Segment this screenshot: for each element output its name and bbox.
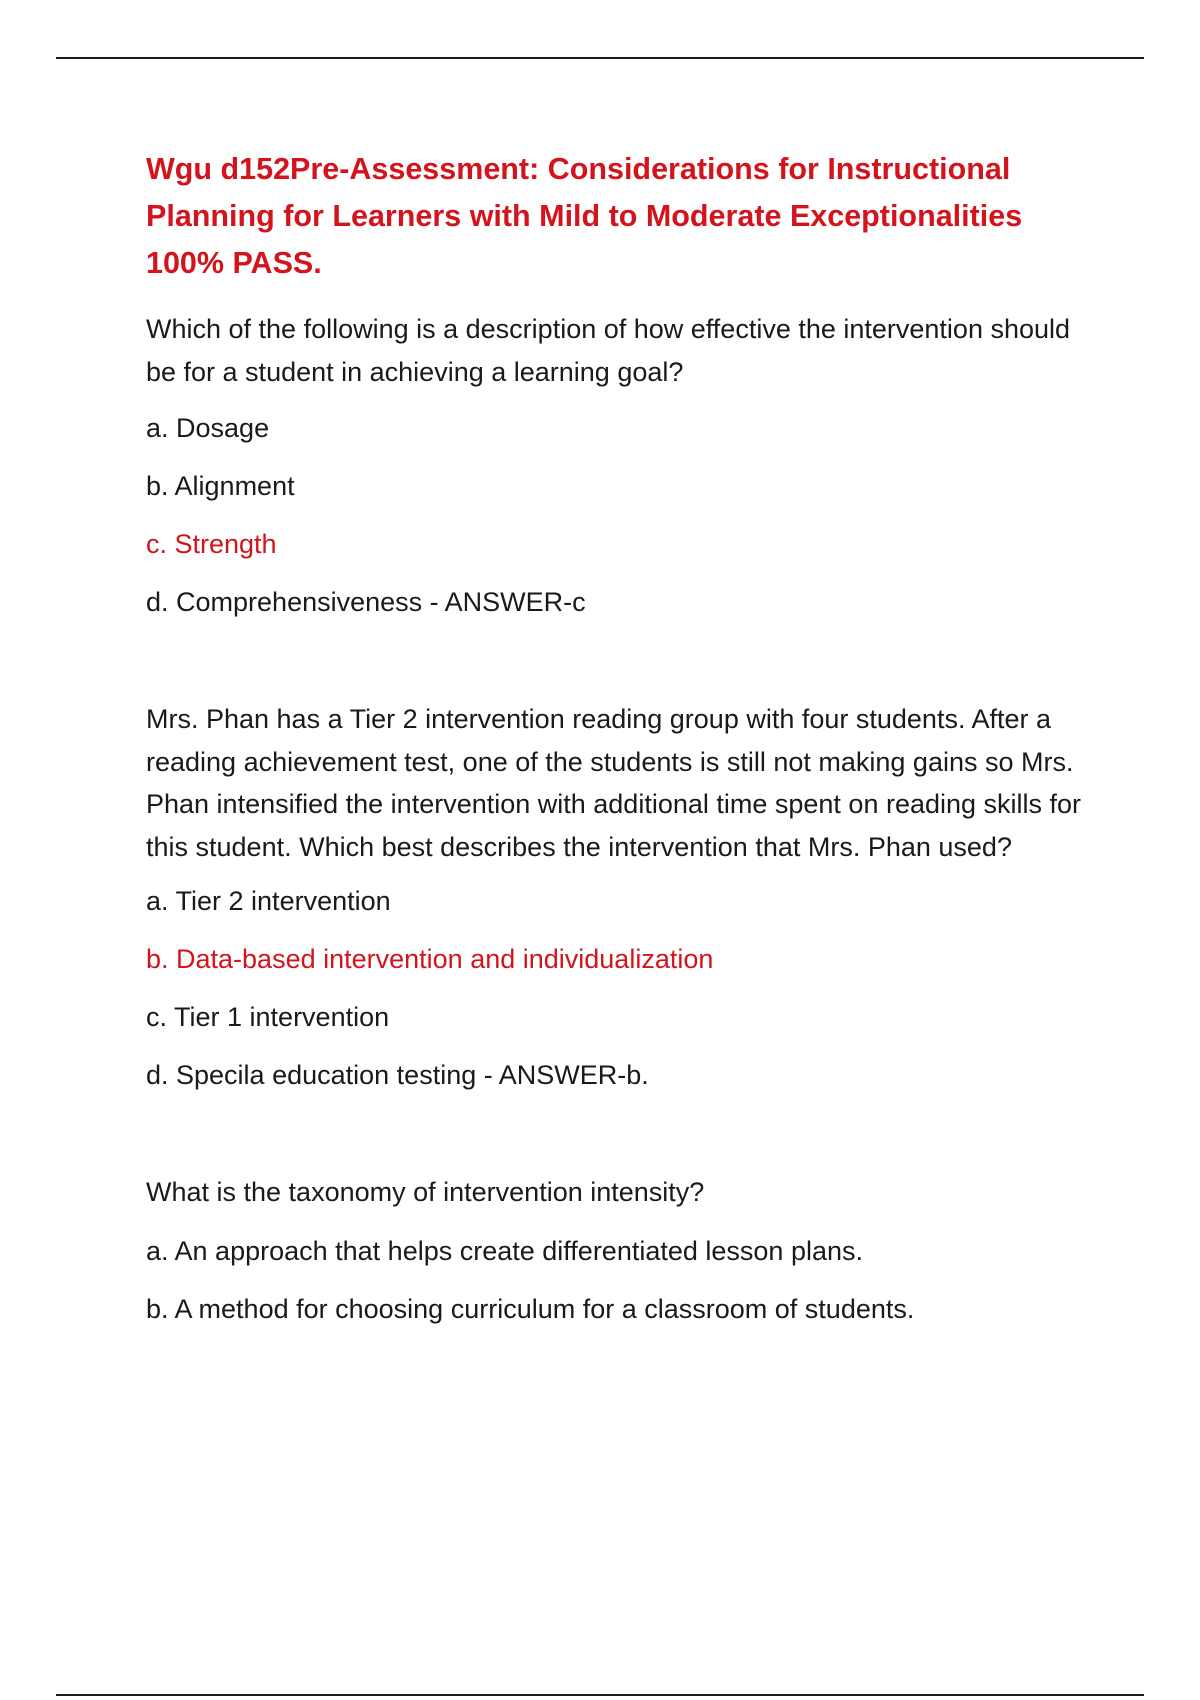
answer-option: d. Comprehensiveness - ANSWER-c bbox=[146, 587, 586, 617]
question-prompt: Mrs. Phan has a Tier 2 intervention reading group with four students. After a reading achievement test, one of the students is still not making gains so Mrs. Phan intensified the intervention with additional time spent on reading skills for this student. Which best describes the intervention that Mrs. Phan used? bbox=[146, 704, 1082, 862]
question-prompt: Which of the following is a description of how effective the intervention should be for a student in achieving a learning goal? bbox=[146, 314, 1071, 387]
bottom-rule bbox=[56, 1694, 1144, 1696]
question-block-3 bbox=[146, 1171, 1096, 1330]
answer-option: b. Alignment bbox=[146, 471, 295, 501]
answer-option: b. A method for choosing curriculum for a classroom of students. bbox=[146, 1293, 915, 1324]
document-title: Wgu d152Pre-Assessment: Considerations for Instructional Planning for Learners with Mild to Moderate Exceptionalities 100% PASS. bbox=[146, 152, 1023, 280]
answer-option: a. Tier 2 intervention bbox=[146, 886, 391, 916]
answer-option-correct: b. Data-based intervention and individualization bbox=[146, 944, 714, 974]
answer-option: a. An approach that helps create differentiated lesson plans. bbox=[146, 1235, 863, 1266]
question-block-1 bbox=[146, 308, 1096, 623]
answer-option: d. Specila education testing - ANSWER-b. bbox=[146, 1060, 649, 1090]
question-block-2 bbox=[146, 698, 1096, 1096]
answer-option-correct: c. Strength bbox=[146, 529, 277, 559]
top-rule bbox=[56, 57, 1144, 59]
answer-option: a. Dosage bbox=[146, 413, 270, 443]
answer-option: c. Tier 1 intervention bbox=[146, 1002, 390, 1032]
document-page bbox=[146, 146, 1096, 1330]
question-prompt: What is the taxonomy of intervention intensity? bbox=[146, 1177, 705, 1207]
